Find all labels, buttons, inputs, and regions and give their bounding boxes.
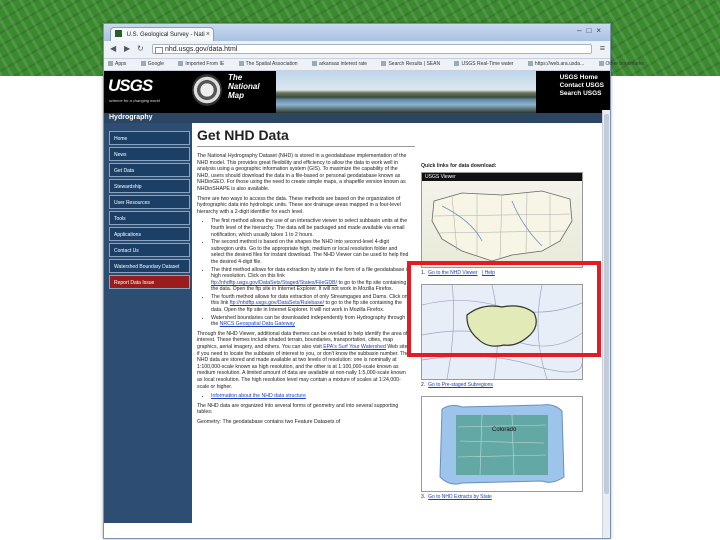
ftp-rulebase-link[interactable]: ftp://nhdftp.usgs.gov/DataSets/Rulebase/: [229, 300, 325, 307]
nhd-viewer-link[interactable]: Go to the NHD Viewer: [428, 270, 478, 276]
colorado-map-graphic: [422, 397, 582, 491]
list-item-text: Watershed boundaries can be downloaded independently from Hydrography through the: [211, 314, 406, 328]
page-title: Get NHD Data: [197, 127, 289, 143]
browser-tab[interactable]: [110, 27, 214, 42]
back-icon[interactable]: ◀: [110, 44, 117, 53]
nav-item-user-resources[interactable]: User Resources: [109, 195, 190, 209]
bookmark[interactable]: USGS Real-Time water: [454, 61, 513, 67]
usgs-tagline: science for a changing world: [109, 98, 160, 103]
nav-item-contact-us[interactable]: Contact Us: [109, 243, 190, 257]
header-links: [560, 74, 604, 98]
nav-item-stewardship[interactable]: Stewardship: [109, 179, 190, 193]
search-usgs-link[interactable]: Search USGS: [559, 90, 602, 97]
national-map-logo: [228, 73, 260, 100]
list-item: [211, 267, 411, 293]
info-list: [197, 393, 411, 400]
intro-paragraph: The National Hydrography Dataset (NHD) is stored in a geodatabase implementation of the NHD model. This provides great flexibility and efficiency to allow the data to work well in analysis using a geographic information system (GIS). To maximize the capability of the NHD, users should download the data in a file-based or personal geodatabase known as NHDinGEO. For those using the need to create simple maps, a shapefile version known as NHDinSHAPE is also available.: [197, 153, 407, 192]
tab-title: U.S. Geological Survey - Nati: [126, 32, 205, 38]
nav-item-get-data[interactable]: Get Data: [109, 163, 190, 177]
nhd-viewer-thumbnail[interactable]: [421, 172, 583, 268]
header-landscape-photo: [276, 71, 536, 113]
bookmark[interactable]: Google: [141, 61, 164, 67]
sidebar: [104, 123, 192, 523]
usgs-home-link[interactable]: USGS Home: [559, 74, 598, 81]
vertical-scrollbar[interactable]: [602, 110, 610, 538]
list-item: [211, 393, 411, 400]
geometry-paragraph: Geometry: The geodatabase contains two Feature Datasets of: [197, 418, 341, 425]
viewer-paragraph: [197, 331, 411, 390]
menu-icon[interactable]: ≡: [599, 43, 605, 53]
nhd-structure-link[interactable]: Information about the NHD data structure: [211, 393, 306, 400]
methods-paragraph: There are two ways to access the data. These methods are based on the organization of hydrographic data into hydrologic units. These are drainage areas mapped in a four-level hierarchy with a 2-digit identifier for each level.: [197, 195, 401, 215]
url-text: nhd.usgs.gov/data.html: [165, 46, 238, 53]
list-item: [211, 239, 411, 265]
list-item: [211, 218, 411, 238]
bookmarks-bar: [104, 59, 644, 71]
organization-paragraph: The NHD data are organized into several forms of geometry and into several supporting tables:: [197, 402, 399, 416]
nav-item-home[interactable]: Home: [109, 131, 190, 145]
bookmark[interactable]: Imported From IE: [178, 61, 224, 67]
sidebar-nav: [109, 131, 190, 289]
bookmark[interactable]: Apps: [108, 61, 126, 67]
viewer-logo-text: USGS: [425, 174, 440, 180]
help-link[interactable]: | Help: [481, 270, 495, 276]
state-extract-thumbnail[interactable]: [421, 396, 583, 492]
nm-line: National: [228, 82, 260, 91]
title-bar: [104, 24, 610, 41]
forward-icon[interactable]: ▶: [124, 44, 131, 53]
usgs-logo[interactable]: USGS: [108, 76, 153, 95]
caption-subregions: [421, 382, 587, 388]
list-item-text: The first method allows the use of an interactive viewer to select subbasin units at the fourth level of the hierarchy. The data will be packaged and made available via email notification, which usually takes 1 to 2 hours.: [211, 218, 408, 238]
bookmark[interactable]: The Spatial Association: [239, 61, 298, 67]
nav-item-applications[interactable]: Applications: [109, 227, 190, 241]
paragraph-text: Web site if you need to locate the subbasin of interest to you, or don't know the subbasin number. The NHD data are stored and made available at two levels of resolution: one is nominally at 1:100,000-scale known as high resolution, and the other is at 1:100,000-scale known as medium resolution. A limited amount of data are available at non-nally 1:5,000-scale known as local resolution. The high resolution level may contain a mixture of scales at 1:24,000-scale or higher.: [197, 344, 409, 390]
colorado-label: Colorado: [492, 427, 517, 433]
browser-toolbar: [104, 41, 610, 59]
quick-links-title: Quick links for data download:: [421, 163, 497, 169]
usgs-favicon-icon: [115, 30, 122, 37]
scrollbar-thumb[interactable]: [604, 114, 609, 494]
list-item-text: The third method allows for data extraction by state in the form of a file geodatabase in high resolution. Click on this link: [211, 266, 410, 280]
us-map-graphic: [422, 181, 582, 267]
prestaged-subregions-link[interactable]: Go to Pre-staged Subregions: [428, 382, 493, 388]
contact-usgs-link[interactable]: Contact USGS: [559, 82, 604, 89]
nav-item-news[interactable]: News: [109, 147, 190, 161]
bookmark[interactable]: Search Results | SEAN: [381, 61, 440, 67]
nav-item-watershed-boundary[interactable]: Watershed Boundary Dataset: [109, 259, 190, 273]
title-divider: [197, 146, 415, 147]
viewer-header-bar: [422, 173, 582, 181]
address-bar[interactable]: [152, 44, 592, 54]
list-item-text: The fourth method allows for data extraction of only Streamgages and Dams. Click on this link: [211, 293, 408, 307]
paragraph-text: Through the NHD Viewer, additional data themes can be overlaid to help identify the area of interest. These themes include shaded terrain, boundaries, transportation, cities, map graphics, aerial imagery, and others. You can also visit: [197, 330, 408, 351]
list-item-text: to go to the ftp site containing the data. Open the ftp site in Internet Explorer. It will not work in Mozilla Firefox.: [211, 279, 407, 293]
epa-watershed-link[interactable]: EPA's Surf Your Watershed: [323, 344, 386, 351]
nrcs-gateway-link[interactable]: NRCS Geospatial Data Gateway: [219, 321, 295, 328]
close-tab-icon[interactable]: ×: [205, 31, 210, 38]
list-item-text: to go to the ftp site containing the data. Open the ftp site in Internet Explorer. It will not work in Mozilla Firefox.: [211, 300, 402, 314]
methods-list: [197, 218, 411, 328]
caption-state: [421, 494, 587, 500]
list-item-text: The second method is based on the shapes the NHD into second-level 4-digit subregion units. Go to the appropriate high, medium or local resolution folder and select the desired files for instant download. The NHD Viewer can be used to help find the desired 4-digit file.: [211, 239, 409, 265]
bookmark[interactable]: arkansas interest rate: [312, 61, 367, 67]
ftp-state-link[interactable]: ftp://nhdftp.usgs.gov/DataSets/Staged/States/FileGDB/: [211, 279, 338, 286]
window-controls[interactable]: –□×: [577, 26, 606, 35]
extracts-by-state-link[interactable]: Go to NHD Extracts by State: [428, 494, 492, 500]
bookmark[interactable]: https://web.ara.usda...: [528, 61, 584, 67]
body-text: [197, 153, 411, 429]
nav-item-report-data-issue[interactable]: Report Data Issue: [109, 275, 190, 289]
national-map-seal-icon: [192, 74, 222, 106]
page-icon: [155, 47, 163, 54]
caption-number: 2.: [421, 382, 426, 388]
bookmark[interactable]: Other bookmarks: [599, 61, 644, 67]
caption-number: 3.: [421, 494, 426, 500]
caption-number: 1.: [421, 270, 426, 276]
highlight-box: [407, 261, 601, 357]
reload-icon[interactable]: ↻: [137, 44, 144, 53]
nav-item-tools[interactable]: Tools: [109, 211, 190, 225]
list-item: [211, 294, 411, 314]
site-header: [104, 71, 610, 113]
nm-line: The: [228, 73, 243, 82]
nm-line: Map: [228, 91, 244, 100]
list-item: [211, 315, 411, 328]
section-title: Hydrography: [104, 113, 610, 123]
viewer-sub-text: Viewer: [440, 174, 456, 180]
